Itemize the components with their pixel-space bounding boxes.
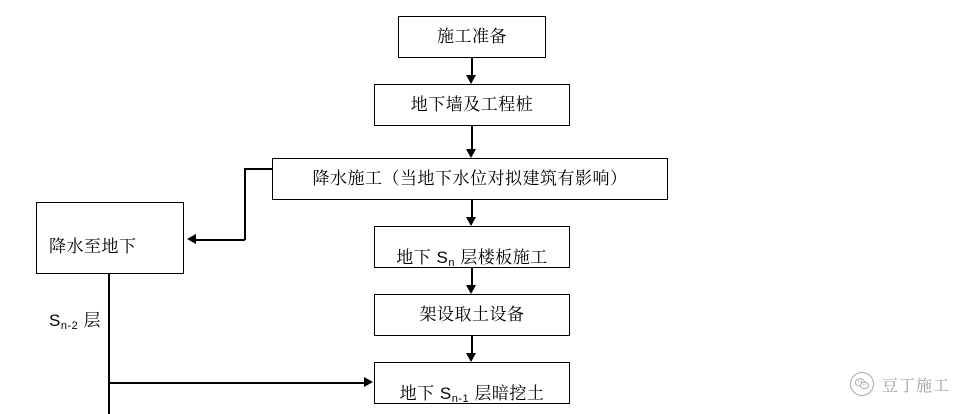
arrowhead-equipment-to-dig: [466, 353, 476, 362]
wechat-icon: [850, 372, 874, 396]
node-label-tail: 层: [78, 310, 101, 330]
node-underground-sn-floor-slab[interactable]: [374, 226, 570, 268]
node-label: 架设取土设备: [419, 304, 525, 324]
node-label: 降水施工（当地下水位对拟建筑有影响）: [312, 168, 628, 188]
node-label: [400, 360, 545, 406]
subscript-base: S: [436, 248, 449, 267]
arrowhead-prep-to-wall: [466, 75, 476, 84]
connector-sn2-to-dig-horizontal: [108, 382, 365, 384]
node-underground-wall-and-piles[interactable]: [374, 84, 570, 126]
subscript-base: S: [49, 310, 61, 330]
node-label-post: 层楼板施工: [454, 248, 548, 267]
watermark: [850, 372, 950, 396]
connector-prep-to-wall: [471, 58, 473, 76]
node-install-soil-removal-equipment[interactable]: [374, 294, 570, 336]
connector-dewater-to-slab: [471, 200, 473, 218]
connector-dewater-elbow-top: [244, 168, 272, 170]
arrowhead-dewater-to-slab: [466, 217, 476, 226]
node-underground-sn1-tunnel-excavation[interactable]: [374, 362, 570, 404]
node-label: 施工准备: [437, 26, 507, 46]
subscript-text: n-1: [451, 393, 470, 405]
connector-sn2-down: [108, 274, 110, 383]
connector-dewater-elbow-vertical: [244, 168, 246, 240]
node-label-post: 层暗挖土: [469, 384, 545, 403]
watermark-label: 豆丁施工: [881, 377, 950, 395]
node-dewatering-construction[interactable]: [272, 158, 668, 200]
node-label-line2: [49, 282, 177, 333]
node-label: [396, 224, 547, 270]
node-label-line1: 降水至地下: [49, 236, 137, 256]
node-construction-preparation[interactable]: [398, 16, 546, 58]
node-dewater-to-underground-sn2[interactable]: [36, 202, 184, 332]
node-label-pre: 地下: [399, 384, 440, 403]
connector-wall-to-dewater: [471, 126, 473, 150]
arrowhead-sn2-to-dig: [364, 377, 373, 387]
node-label: 地下墙及工程桩: [410, 94, 534, 114]
connector-equipment-to-dig: [471, 336, 473, 354]
connector-slab-to-equipment: [471, 268, 473, 286]
subscript-text: n-2: [60, 319, 79, 332]
subscript-base: S: [439, 384, 452, 403]
arrowhead-slab-to-equipment: [466, 285, 476, 294]
subscript-text: n: [448, 257, 455, 269]
connector-sn2-down-continuation: [108, 382, 110, 414]
node-label-pre: 地下: [396, 248, 437, 267]
arrowhead-wall-to-dewater: [466, 149, 476, 158]
arrowhead-dewater-to-sn2: [187, 234, 196, 244]
connector-dewater-to-sn2-horizontal: [196, 239, 245, 241]
